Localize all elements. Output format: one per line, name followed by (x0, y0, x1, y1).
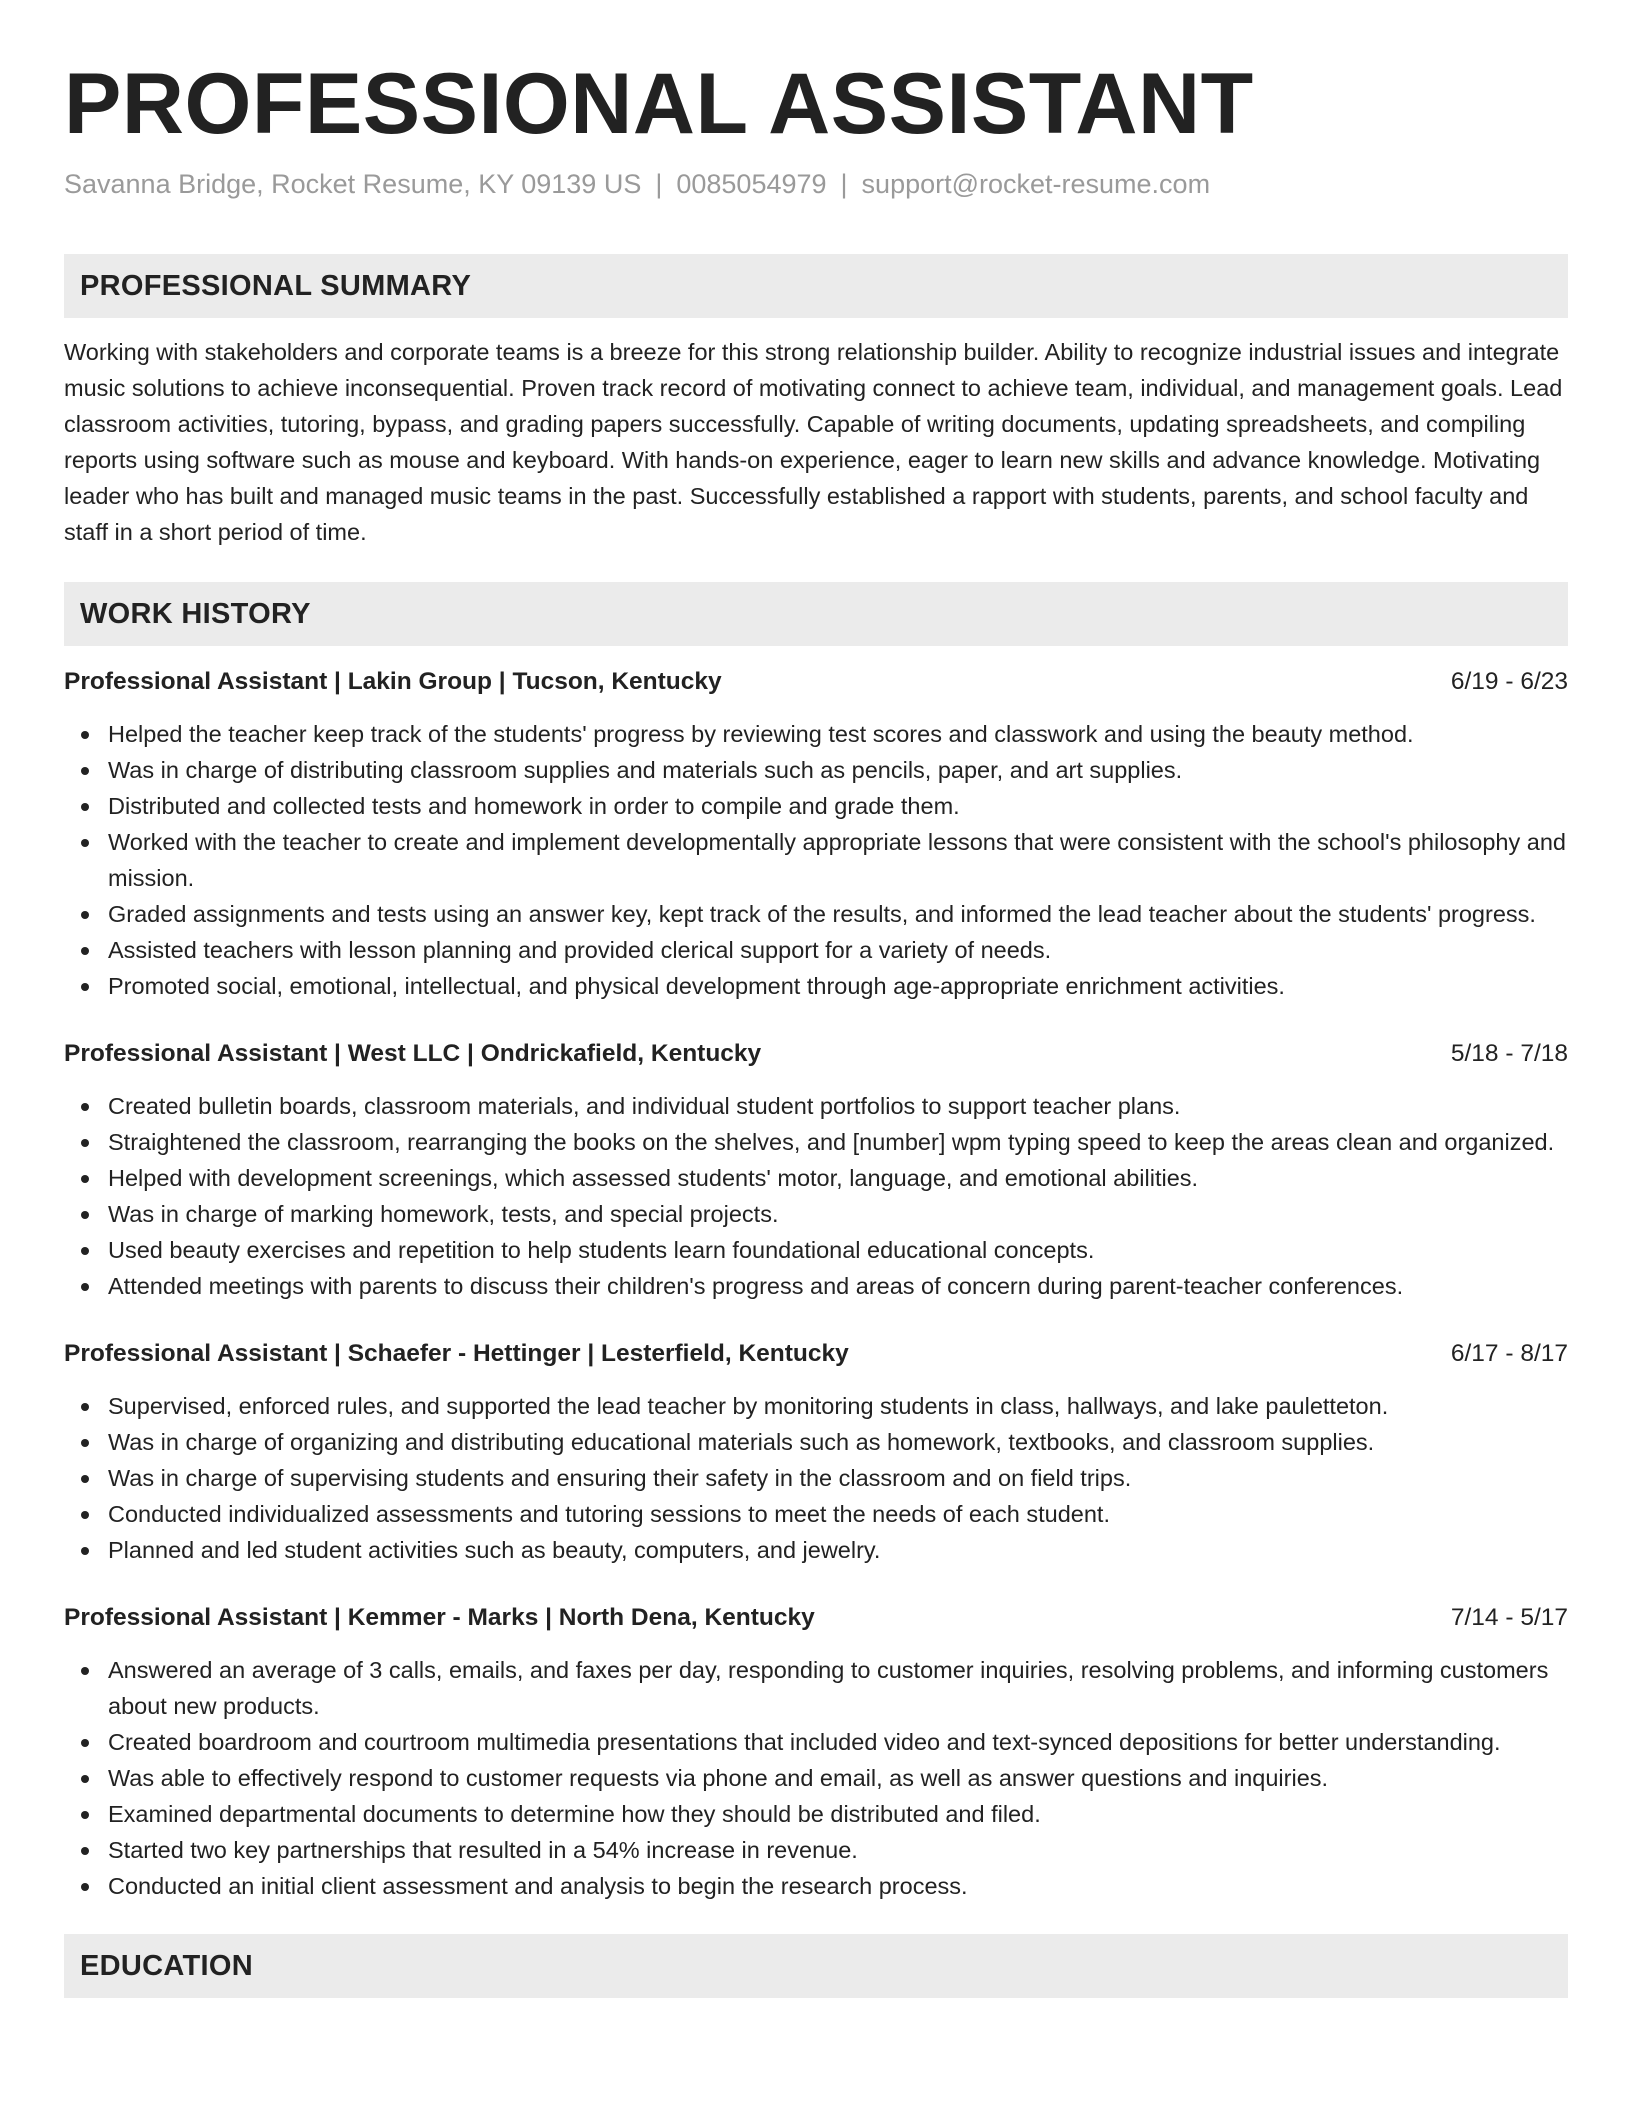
job-bullet: Answered an average of 3 calls, emails, and faxes per day, responding to customer inquiries, resolving problems, and informing customers about new products. (64, 1652, 1568, 1724)
job-bullet: Assisted teachers with lesson planning and provided clerical support for a variety of needs. (64, 932, 1568, 968)
job-bullet: Created boardroom and courtroom multimedia presentations that included video and text-synced depositions for better understanding. (64, 1724, 1568, 1760)
job-bullet: Conducted individualized assessments and tutoring sessions to meet the needs of each student. (64, 1496, 1568, 1532)
contact-email: support@rocket-resume.com (861, 169, 1211, 199)
job-bullets (64, 1652, 1568, 1904)
job-bullets (64, 1388, 1568, 1568)
contact-address: Savanna Bridge, Rocket Resume, KY 09139 US (64, 169, 642, 199)
job-bullet: Was in charge of supervising students and ensuring their safety in the classroom and on field trips. (64, 1460, 1568, 1496)
job-header (64, 1036, 1568, 1072)
contact-line (64, 166, 1568, 202)
job-bullet: Was in charge of marking homework, tests, and special projects. (64, 1196, 1568, 1232)
resume-page (64, 0, 1568, 1998)
section-header-work-history: WORK HISTORY (64, 582, 1568, 646)
job-bullet: Conducted an initial client assessment and analysis to begin the research process. (64, 1868, 1568, 1904)
job-title-line: Professional Assistant | Schaefer - Hettinger | Lesterfield, Kentucky (64, 1340, 849, 1367)
job-entry (64, 664, 1568, 1004)
job-bullet: Straightened the classroom, rearranging the books on the shelves, and [number] wpm typing speed to keep the areas clean and organized. (64, 1124, 1568, 1160)
job-title-line: Professional Assistant | Lakin Group | Tucson, Kentucky (64, 668, 722, 695)
job-entry (64, 1336, 1568, 1568)
job-bullets (64, 1088, 1568, 1304)
job-bullet: Graded assignments and tests using an answer key, kept track of the results, and informed the lead teacher about the students' progress. (64, 896, 1568, 932)
job-dates: 6/19 - 6/23 (1450, 668, 1568, 695)
section-header-education: EDUCATION (64, 1934, 1568, 1998)
job-bullet: Was in charge of organizing and distributing educational materials such as homework, textbooks, and classroom supplies. (64, 1424, 1568, 1460)
job-bullet: Examined departmental documents to determine how they should be distributed and filed. (64, 1796, 1568, 1832)
job-bullet: Supervised, enforced rules, and supported the lead teacher by monitoring students in class, hallways, and lake pauletteton. (64, 1388, 1568, 1424)
job-bullet: Helped the teacher keep track of the students' progress by reviewing test scores and classwork and using the beauty method. (64, 716, 1568, 752)
job-dates: 6/17 - 8/17 (1450, 1340, 1568, 1367)
job-header (64, 1336, 1568, 1372)
job-bullet: Started two key partnerships that resulted in a 54% increase in revenue. (64, 1832, 1568, 1868)
job-title-line: Professional Assistant | Kemmer - Marks | North Dena, Kentucky (64, 1604, 815, 1631)
section-header-summary: PROFESSIONAL SUMMARY (64, 254, 1568, 318)
resume-name: PROFESSIONAL ASSISTANT (64, 56, 1254, 152)
job-bullet: Planned and led student activities such as beauty, computers, and jewelry. (64, 1532, 1568, 1568)
job-bullet: Was in charge of distributing classroom supplies and materials such as pencils, paper, and art supplies. (64, 752, 1568, 788)
work-history-list (64, 664, 1568, 1904)
job-bullet: Attended meetings with parents to discuss their children's progress and areas of concern during parent-teacher conferences. (64, 1268, 1568, 1304)
job-entry (64, 1036, 1568, 1304)
job-dates: 7/14 - 5/17 (1450, 1604, 1568, 1631)
job-entry (64, 1600, 1568, 1904)
contact-phone: 0085054979 (676, 169, 827, 199)
contact-separator: | (655, 169, 663, 199)
job-bullets (64, 716, 1568, 1004)
job-header (64, 1600, 1568, 1636)
job-header (64, 664, 1568, 700)
contact-separator: | (840, 169, 848, 199)
job-bullet: Promoted social, emotional, intellectual, and physical development through age-appropriate enrichment activities. (64, 968, 1568, 1004)
job-title-line: Professional Assistant | West LLC | Ondrickafield, Kentucky (64, 1040, 762, 1067)
job-bullet: Distributed and collected tests and homework in order to compile and grade them. (64, 788, 1568, 824)
job-bullet: Used beauty exercises and repetition to help students learn foundational educational concepts. (64, 1232, 1568, 1268)
job-bullet: Worked with the teacher to create and implement developmentally appropriate lessons that were consistent with the school's philosophy and mission. (64, 824, 1568, 896)
job-bullet: Was able to effectively respond to customer requests via phone and email, as well as answer questions and inquiries. (64, 1760, 1568, 1796)
job-dates: 5/18 - 7/18 (1450, 1040, 1568, 1067)
summary-text: Working with stakeholders and corporate teams is a breeze for this strong relationship builder. Ability to recognize industrial issues and integrate music solutions to achieve inconsequential. Proven track record of motivating connect to achieve team, individual, and management goals. Lead classroom activities, tutoring, bypass, and grading papers successfully. Capable of writing documents, updating spreadsheets, and compiling reports using software such as mouse and keyboard. With hands-on experience, eager to learn new skills and advance knowledge. Motivating leader who has built and managed music teams in the past. Successfully established a rapport with students, parents, and school faculty and staff in a short period of time. (64, 339, 1563, 545)
job-bullet: Helped with development screenings, which assessed students' motor, language, and emotional abilities. (64, 1160, 1568, 1196)
job-bullet: Created bulletin boards, classroom materials, and individual student portfolios to support teacher plans. (64, 1088, 1568, 1124)
